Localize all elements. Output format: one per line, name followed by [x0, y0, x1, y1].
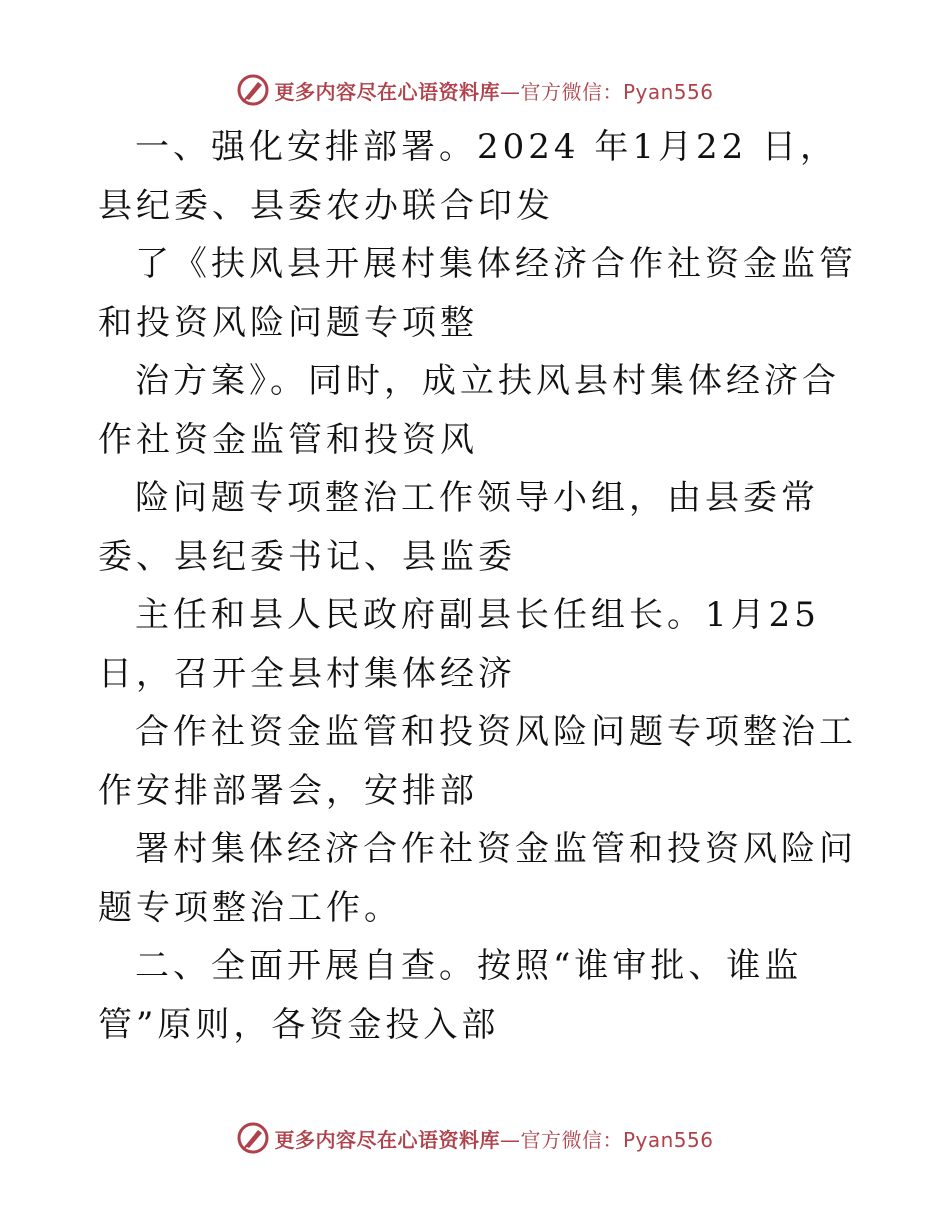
watermark-main: 更多内容尽在心语资料库 [274, 1127, 500, 1152]
header-watermark [0, 70, 950, 110]
watermark-wechat: 官方微信：Pyan556 [520, 79, 714, 104]
paragraph-7: 署村集体经济合作社资金监管和投资风险问题专项整治工作。 [98, 829, 857, 928]
paragraph-8: 二、全面开展自查。按照“谁审批、谁监管”原则，各资金投入部 [98, 946, 803, 1045]
footer-watermark [0, 1118, 950, 1158]
watermark-wechat: 官方微信：Pyan556 [520, 1127, 714, 1152]
watermark-text [274, 1124, 713, 1153]
paragraph-6: 合作社资金监管和投资风险问题专项整治工作安排部署会，安排部 [98, 712, 857, 811]
pen-seal-icon [236, 1121, 270, 1155]
watermark-text [274, 76, 713, 105]
pen-seal-icon [236, 73, 270, 107]
watermark-dash: — [499, 79, 521, 104]
paragraph-1: 一、强化安排部署。2024 年1月22 日，县纪委、县委农办联合印发 [98, 127, 839, 226]
paragraph-4: 险问题专项整治工作领导小组，由县委常委、县纪委书记、县监委 [98, 478, 819, 577]
paragraph-3: 治方案》。同时，成立扶风县村集体经济合作社资金监管和投资风 [98, 361, 840, 460]
paragraph-5: 主任和县人民政府副县长任组长。1月25 日，召开全县村集体经济 [98, 595, 820, 694]
paragraph-2: 了《扶风县开展村集体经济合作社资金监管和投资风险问题专项整 [98, 244, 857, 343]
watermark-dash: — [499, 1127, 521, 1152]
watermark-main: 更多内容尽在心语资料库 [274, 79, 500, 104]
document-body [98, 118, 858, 1054]
